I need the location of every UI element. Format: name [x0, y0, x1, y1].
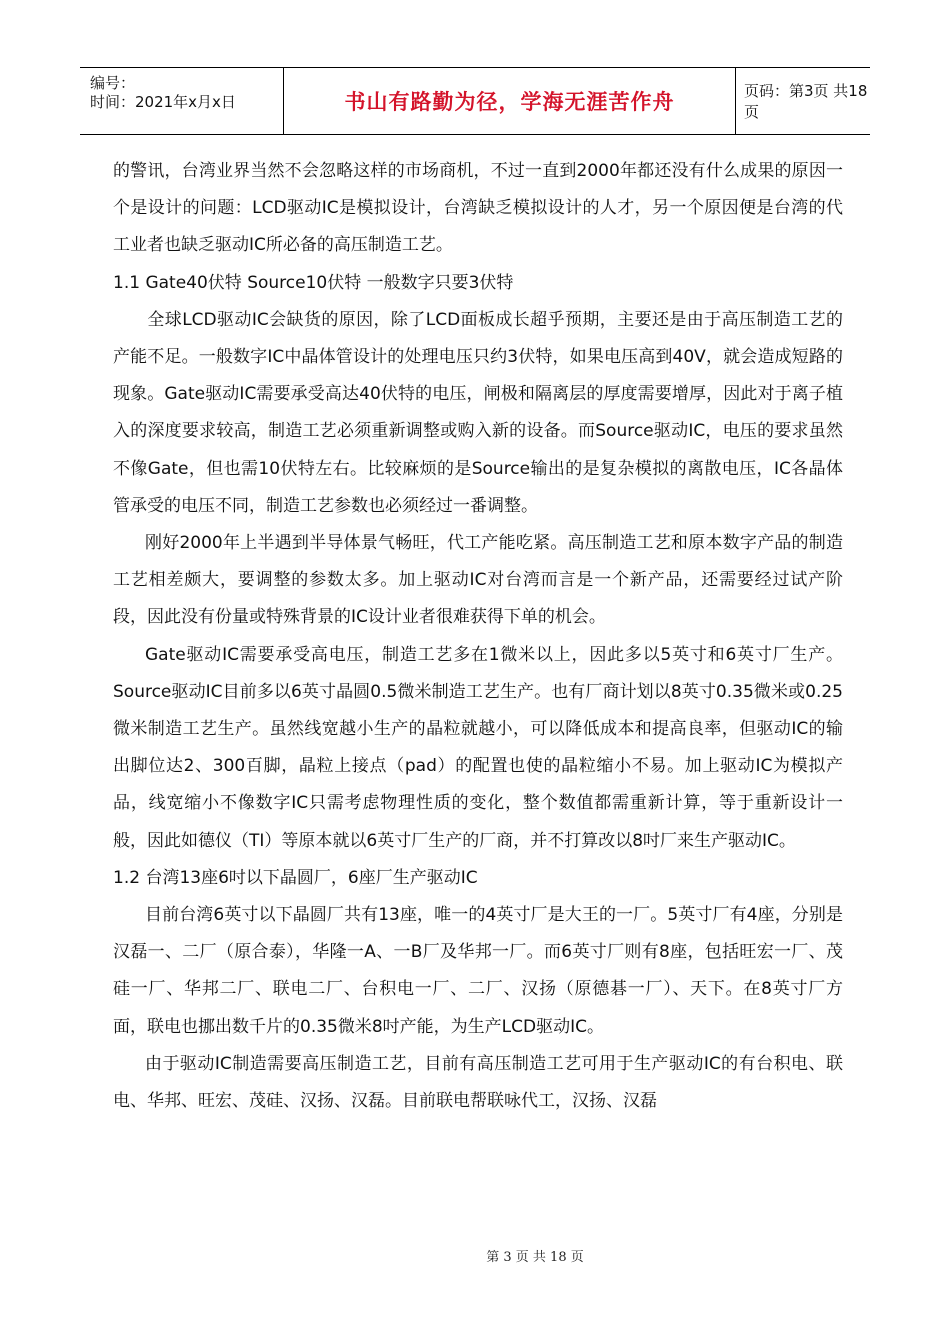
header-motto: 书山有路勤为径，学海无涯苦作舟 — [344, 90, 675, 114]
document-number-label: 编号： — [90, 74, 136, 92]
paragraph: 刚好2000年上半遇到半导体景气畅旺，代工产能吃紧。高压制造工艺和原本数字产品的制造工艺相差颇大，要调整的参数太多。加上驱动IC对台湾而言是一个新产品，还需要经过试产阶段，因此没有份量或特殊背景的IC设计业者很难获得下单的机会。 — [113, 533, 843, 628]
document-body — [113, 153, 843, 1120]
paragraph: 由于驱动IC制造需要高压制造工艺，目前有高压制造工艺可用于生产驱动IC的有台积电、联电、华邦、旺宏、茂硅、汉扬、汉磊。目前联电帮联咏代工，汉扬、汉磊 — [113, 1053, 843, 1112]
paragraph: Gate驱动IC需要承受高电压，制造工艺多在1微米以上，因此多以5英寸和6英寸厂生产。Source驱动IC目前多以6英寸晶圆0.5微米制造工艺生产。也有厂商计划以8英寸0.35微米或0.25微米制造工艺生产。虽然线宽越小生产的晶粒就越小，可以降低成本和提高良率，但驱动IC的输出脚位达2、300百脚，晶粒上接点（pad）的配置也使的晶粒缩小不易。加上驱动IC为模拟产品，线宽缩小不像数字IC只需考虑物理性质的变化，整个数值都需重新计算，等于重新设计一般，因此如德仪（TI）等原本就以6英寸厂生产的厂商，并不打算改以8吋厂来生产驱动IC。 — [113, 644, 844, 851]
header-meta — [80, 68, 284, 134]
page-footer: 第 3 页 共 18 页 — [486, 1250, 584, 1265]
paragraph: 全球LCD驱动IC会缺货的原因，除了LCD面板成长超乎预期，主要还是由于高压制造工艺的产能不足。一般数字IC中晶体管设计的处理电压只约3伏特，如果电压高到40V，就会造成短路的现象。Gate驱动IC需要承受高达40伏特的电压，闸极和隔离层的厚度需要增厚，因此对于离子植入的深度要求较高，制造工艺必须重新调整或购入新的设备。而Source驱动IC，电压的要求虽然不像Gate，但也需10伏特左右。比较麻烦的是Source输出的是复杂模拟的离散电压，IC各晶体管承受的电压不同，制造工艺参数也必须经过一番调整。 — [113, 309, 843, 516]
header-motto-cell — [284, 68, 736, 134]
section-heading: 1.2 台湾13座6吋以下晶圆厂，6座厂生产驱动IC — [113, 867, 478, 888]
paragraph: 的警讯，台湾业界当然不会忽略这样的市场商机，不过一直到2000年都还没有什么成果的原因一个是设计的问题：LCD驱动IC是模拟设计，台湾缺乏模拟设计的人才，另一个原因便是台湾的代工业者也缺乏驱动IC所必备的高压制造工艺。 — [113, 161, 843, 256]
page-header — [80, 67, 870, 135]
header-page-code: 页码：第3页 共18页 — [744, 82, 868, 121]
section-heading: 1.1 Gate40伏特 Source10伏特 一般数字只要3伏特 — [113, 272, 514, 293]
document-time-label: 时间：2021年x月x日 — [90, 93, 236, 111]
paragraph: 目前台湾6英寸以下晶圆厂共有13座，唯一的4英寸厂是大王的一厂。5英寸厂有4座，分别是汉磊一、二厂（原合泰），华隆一A、一B厂及华邦一厂。而6英寸厂则有8座，包括旺宏一厂、茂硅一厂、华邦二厂、联电二厂、台积电一厂、二厂、汉扬（原德碁一厂）、天下。在8英寸厂方面，联电也挪出数千片的0.35微米8吋产能，为生产LCD驱动IC。 — [113, 905, 843, 1037]
